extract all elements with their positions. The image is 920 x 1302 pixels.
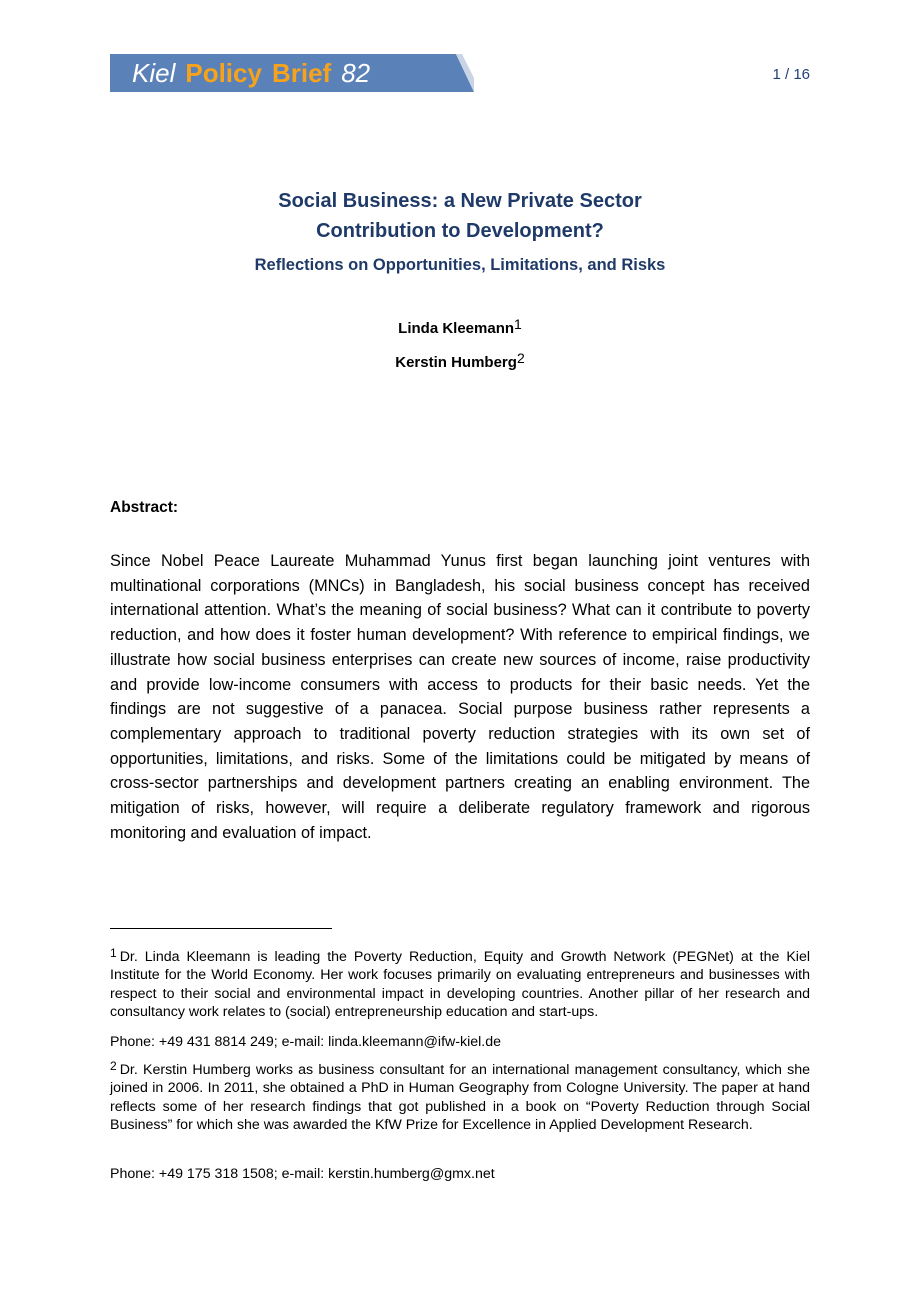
series-banner [110,54,474,92]
abstract-text: Since Nobel Peace Laureate Muhammad Yunus first began launching joint ventures with multinational corporations (MNCs) in Bangladesh, his social business concept has received international attention. What’s the meaning of social business? What can it contribute to poverty reduction, and how does it foster human development? With reference to empirical findings, we illustrate how social business enterprises can create new sources of income, raise productivity and provide low-income consumers with access to products for their basic needs. Yet the findings are not suggestive of a panacea. Social purpose business rather represents a complementary approach to traditional poverty reduction strategies with its own set of opportunities, limitations, and risks. Some of the limitations could be mitigated by means of cross-sector partnerships and development partners creating an enabling environment. The mitigation of risks, however, will require a deliberate regulatory framework and rigorous monitoring and evaluation of impact. [110,552,810,842]
footnote-divider [110,928,332,929]
author: Kerstin Humberg$^2$ [395,350,525,371]
page-number: 1 / 16 [772,66,810,83]
banner-policy: Policy [185,58,262,88]
footnote-marker: 2 [110,1059,117,1073]
footnote-1: $^1$ Dr. Linda Kleemann is leading the Poverty Reduction, Equity and Growth Network (PEGNet) at the Kiel Institute for the World Economy. Her work focuses primarily on evaluating entrepreneurs and businesses with respect to their social and environmental impact in developing countries. Another pillar of her research and consultancy work relates to (social) entrepreneurship education and start-ups. [110,946,810,1021]
footnote-ref[interactable]: 2 [516,350,525,366]
title-line-2: Contribution to Development? [316,220,604,242]
abstract-heading: Abstract: [110,499,179,516]
footnote-ref[interactable]: 1 [514,316,522,332]
subtitle: Reflections on Opportunities, Limitations, and Risks [254,256,666,274]
banner-title [132,56,380,90]
footnote-2: $^2$ Dr. Kerstin Humberg works as business consultant for an international management consultancy, which she joined in 2006. In 2011, she obtained a PhD in Human Geography from Cologne University. The paper at hand reflects some of her research findings that got published in a book on “Poverty Reduction through Social Business” for which she was awarded the KfW Prize for Excellence in Applied Development Research. [110,1059,810,1134]
author-list [110,318,810,386]
author: Linda Kleemann$^1$ [398,316,522,337]
banner-kiel: Kiel [132,58,176,88]
footnote-1-contact: Phone: +49 431 8814 249; e-mail: linda.kleemann@ifw-kiel.de [110,1034,502,1050]
banner-brief: Brief [271,58,332,88]
title-block [110,186,810,276]
title-line-1: Social Business: a New Private Sector [278,190,642,212]
footnote-marker: 1 [110,946,117,960]
footnote-2-contact: Phone: +49 175 318 1508; e-mail: kerstin.humberg@gmx.net [110,1166,495,1182]
banner-number: 82 [341,58,371,88]
